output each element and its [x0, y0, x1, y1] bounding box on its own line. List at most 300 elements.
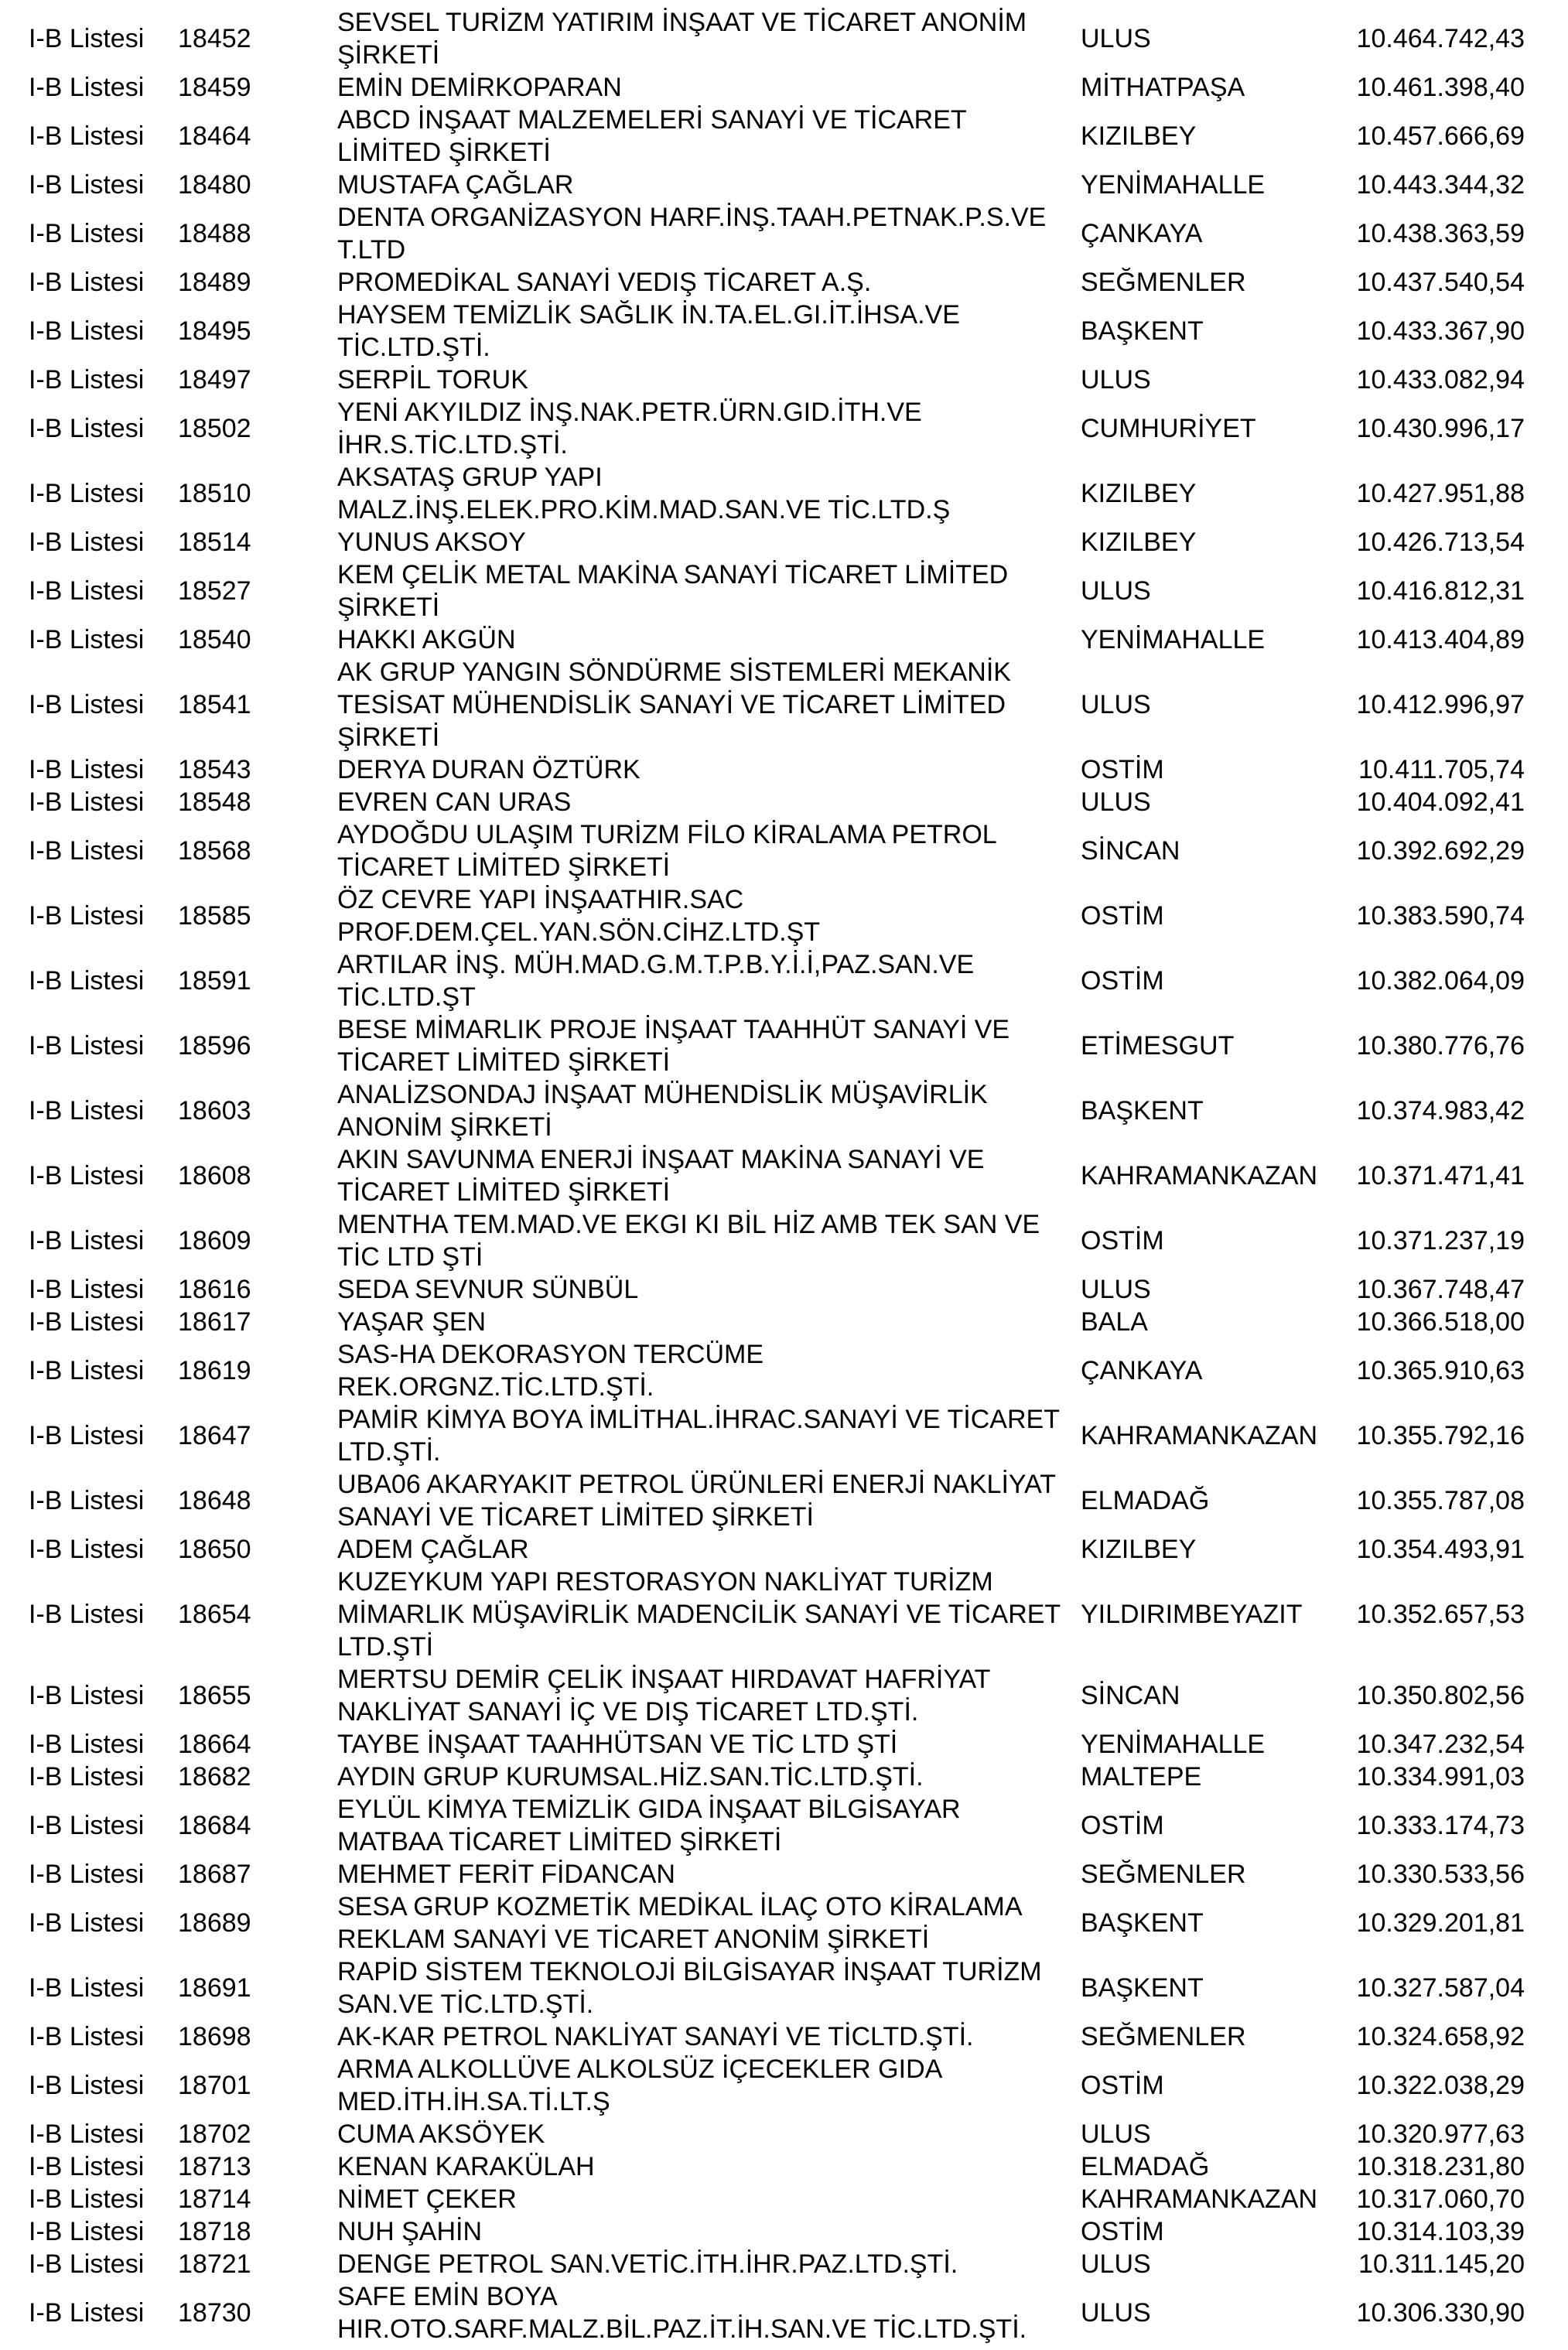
debtor-name-line: HIR.OTO.SARF.MALZ.BİL.PAZ.İT.İH.SAN.VE TİC.LTD.ŞTİ.: [337, 2314, 1027, 2344]
debtor-name-line: ARMA ALKOLLÜVE ALKOLSÜZ İÇECEKLER GIDA: [337, 2055, 943, 2084]
debtor-name-cell: [337, 1208, 1080, 1273]
debtor-name-cell: [337, 2020, 1080, 2053]
debtor-name-line: KENAN KARAKÜLAH: [337, 2152, 595, 2181]
debtor-name-cell: [337, 2215, 1080, 2248]
debtor-name-line: YAŞAR ŞEN: [337, 1307, 487, 1337]
tax-office-cell: ULUS: [1081, 690, 1151, 719]
tax-office-cell: BALA: [1081, 1307, 1148, 1337]
sequence-number-cell: 18502: [178, 414, 251, 443]
debtor-name-line: MERTSU DEMİR ÇELİK İNŞAAT HIRDAVAT HAFRİYAT: [337, 1665, 991, 1694]
tax-office-cell: MİTHATPAŞA: [1081, 73, 1245, 102]
list-type-cell: I-B Listesi: [29, 170, 145, 200]
amount-cell: 10.327.587,04: [1356, 1973, 1525, 2003]
list-type-cell: I-B Listesi: [29, 1908, 145, 1938]
amount-cell: 10.306.330,90: [1356, 2298, 1525, 2328]
list-type-cell: I-B Listesi: [29, 2152, 145, 2181]
tax-office-cell: BAŞKENT: [1081, 316, 1204, 346]
debtor-name-line: ADEM ÇAĞLAR: [337, 1535, 529, 1564]
debtor-name-cell: [337, 201, 1080, 266]
debtor-name-cell: [337, 364, 1080, 396]
table-row: [0, 1533, 1568, 1566]
sequence-number-cell: 18510: [178, 479, 251, 508]
sequence-number-cell: 18730: [178, 2298, 251, 2328]
table-row: [0, 169, 1568, 201]
tax-office-cell: ETİMESGUT: [1081, 1031, 1235, 1061]
list-type-cell: I-B Listesi: [29, 966, 145, 996]
list-type-cell: I-B Listesi: [29, 365, 145, 395]
list-type-cell: I-B Listesi: [29, 1973, 145, 2003]
debtor-name-line: MİMARLIK MÜŞAVİRLİK MADENCİLİK SANAYİ VE TİCARET: [337, 1600, 1061, 1629]
amount-cell: 10.457.666,69: [1356, 121, 1525, 151]
debtor-name-cell: [337, 461, 1080, 526]
list-type-cell: I-B Listesi: [29, 528, 145, 557]
tax-office-cell: BAŞKENT: [1081, 1908, 1204, 1938]
sequence-number-cell: 18596: [178, 1031, 251, 1061]
amount-cell: 10.365.910,63: [1356, 1356, 1525, 1385]
debtor-name-cell: [337, 2183, 1080, 2215]
tax-office-cell: KAHRAMANKAZAN: [1081, 2184, 1318, 2214]
sequence-number-cell: 18702: [178, 2119, 251, 2149]
sequence-number-cell: 18527: [178, 576, 251, 606]
debtor-name-line: ÖZ CEVRE YAPI İNŞAATHIR.SAC: [337, 885, 744, 914]
amount-cell: 10.383.590,74: [1356, 901, 1525, 931]
list-type-cell: I-B Listesi: [29, 479, 145, 508]
sequence-number-cell: 18650: [178, 1535, 251, 1564]
debtor-name-line: SEVSEL TURİZM YATIRIM İNŞAAT VE TİCARET ANONİM: [337, 8, 1027, 37]
debtor-name-line: T.LTD: [337, 235, 406, 265]
amount-cell: 10.334.991,03: [1356, 1762, 1525, 1792]
debtor-name-line: TİC LTD ŞTİ: [337, 1242, 483, 1272]
debtor-name-line: TİC.LTD.ŞTİ.: [337, 333, 490, 362]
amount-cell: 10.314.103,39: [1356, 2217, 1525, 2246]
debtor-name-line: EVREN CAN URAS: [337, 787, 572, 817]
debtor-name-cell: [337, 1013, 1080, 1078]
amount-cell: 10.350.802,56: [1356, 1681, 1525, 1710]
debtor-name-cell: [337, 1955, 1080, 2020]
tax-office-cell: SEĞMENLER: [1081, 1860, 1246, 1889]
sequence-number-cell: 18464: [178, 121, 251, 151]
list-type-cell: I-B Listesi: [29, 1535, 145, 1564]
debtor-name-line: SAFE EMİN BOYA: [337, 2282, 558, 2311]
table-row: [0, 1078, 1568, 1143]
sequence-number-cell: 18488: [178, 219, 251, 248]
tax-office-cell: OSTİM: [1081, 901, 1164, 931]
table-row: [0, 623, 1568, 656]
amount-cell: 10.333.174,73: [1356, 1811, 1525, 1840]
debtor-name-cell: [337, 1143, 1080, 1208]
debtor-name-line: PAMİR KİMYA BOYA İMLİTHAL.İHRAC.SANAYİ VE TİCARET: [337, 1405, 1060, 1434]
debtor-name-cell: [337, 104, 1080, 169]
tax-office-cell: OSTİM: [1081, 2217, 1164, 2246]
list-type-cell: I-B Listesi: [29, 1600, 145, 1629]
sequence-number-cell: 18452: [178, 24, 251, 53]
tax-office-cell: ULUS: [1081, 2249, 1151, 2279]
list-type-cell: I-B Listesi: [29, 414, 145, 443]
list-type-cell: I-B Listesi: [29, 73, 145, 102]
list-type-cell: I-B Listesi: [29, 625, 145, 654]
amount-cell: 10.433.367,90: [1356, 316, 1525, 346]
amount-cell: 10.416.812,31: [1356, 576, 1525, 606]
debtor-name-line: MUSTAFA ÇAĞLAR: [337, 170, 574, 200]
debtor-name-cell: [337, 1273, 1080, 1306]
debtor-name-line: MATBAA TİCARET LİMİTED ŞİRKETİ: [337, 1827, 782, 1856]
table-row: [0, 1793, 1568, 1858]
sequence-number-cell: 18691: [178, 1973, 251, 2003]
debtor-name-cell: [337, 786, 1080, 818]
tax-office-cell: ULUS: [1081, 2119, 1151, 2149]
amount-cell: 10.355.787,08: [1356, 1486, 1525, 1515]
table-row: [0, 201, 1568, 266]
list-type-cell: I-B Listesi: [29, 1356, 145, 1385]
debtor-name-line: ŞİRKETİ: [337, 40, 440, 70]
list-type-cell: I-B Listesi: [29, 2022, 145, 2051]
debtor-name-line: SAN.VE TİC.LTD.ŞTİ.: [337, 1990, 594, 2019]
debtor-name-cell: [337, 1761, 1080, 1793]
debtor-name-line: TİCARET LİMİTED ŞİRKETİ: [337, 852, 671, 882]
debtor-name-cell: [337, 2150, 1080, 2183]
table-row: [0, 266, 1568, 299]
amount-cell: 10.404.092,41: [1356, 787, 1525, 817]
debtor-name-line: AKIN SAVUNMA ENERJİ İNŞAAT MAKİNA SANAYİ VE: [337, 1145, 985, 1174]
table-row: [0, 1306, 1568, 1338]
debtor-name-line: HAKKI AKGÜN: [337, 625, 516, 654]
debtor-name-line: ANALİZSONDAJ İNŞAAT MÜHENDİSLİK MÜŞAVİRLİK: [337, 1080, 988, 1109]
amount-cell: 10.355.792,16: [1356, 1421, 1525, 1450]
sequence-number-cell: 18682: [178, 1762, 251, 1792]
tax-office-cell: ULUS: [1081, 787, 1151, 817]
table-row: [0, 1955, 1568, 2020]
tax-office-cell: ÇANKAYA: [1081, 1356, 1203, 1385]
amount-cell: 10.392.692,29: [1356, 836, 1525, 866]
tax-office-cell: OSTİM: [1081, 966, 1164, 996]
debtor-name-cell: [337, 169, 1080, 201]
debtor-name-cell: [337, 299, 1080, 364]
debtor-name-line: ABCD İNŞAAT MALZEMELERİ SANAYİ VE TİCARET: [337, 105, 967, 135]
list-type-cell: I-B Listesi: [29, 2071, 145, 2100]
amount-cell: 10.427.951,88: [1356, 479, 1525, 508]
tax-office-cell: ULUS: [1081, 1275, 1151, 1304]
debtor-name-line: EYLÜL KİMYA TEMİZLİK GIDA İNŞAAT BİLGİSAYAR: [337, 1795, 961, 1824]
sequence-number-cell: 18664: [178, 1730, 251, 1759]
amount-cell: 10.430.996,17: [1356, 414, 1525, 443]
amount-cell: 10.443.344,32: [1356, 170, 1525, 200]
debtor-name-line: İHR.S.TİC.LTD.ŞTİ.: [337, 430, 568, 459]
debtor-name-cell: [337, 558, 1080, 623]
sequence-number-cell: 18619: [178, 1356, 251, 1385]
amount-cell: 10.330.533,56: [1356, 1860, 1525, 1889]
table-row: [0, 818, 1568, 883]
debtor-name-cell: [337, 1566, 1080, 1663]
debtor-name-line: TESİSAT MÜHENDİSLİK SANAYİ VE TİCARET LİMİTED: [337, 690, 1006, 719]
debtor-name-cell: [337, 266, 1080, 299]
list-type-cell: I-B Listesi: [29, 690, 145, 719]
debtor-name-cell: [337, 396, 1080, 461]
table-row: [0, 6, 1568, 71]
table-row: [0, 2215, 1568, 2248]
sequence-number-cell: 18609: [178, 1226, 251, 1255]
table-row: [0, 396, 1568, 461]
amount-cell: 10.371.471,41: [1356, 1161, 1525, 1190]
tax-office-cell: YENİMAHALLE: [1081, 1730, 1266, 1759]
debtor-name-line: EMİN DEMİRKOPARAN: [337, 73, 622, 102]
tax-office-cell: ULUS: [1081, 24, 1151, 53]
list-type-cell: I-B Listesi: [29, 219, 145, 248]
tax-office-cell: KIZILBEY: [1081, 121, 1197, 151]
list-type-cell: I-B Listesi: [29, 1762, 145, 1792]
sequence-number-cell: 18648: [178, 1486, 251, 1515]
sequence-number-cell: 18480: [178, 170, 251, 200]
table-row: [0, 2183, 1568, 2215]
debtor-name-cell: [337, 883, 1080, 948]
debtor-name-cell: [337, 526, 1080, 558]
sequence-number-cell: 18585: [178, 901, 251, 931]
list-type-cell: I-B Listesi: [29, 2217, 145, 2246]
table-row: [0, 2118, 1568, 2150]
table-row: [0, 2053, 1568, 2118]
amount-cell: 10.411.705,74: [1358, 755, 1525, 784]
table-row: [0, 71, 1568, 104]
amount-cell: 10.382.064,09: [1356, 966, 1525, 996]
sequence-number-cell: 18541: [178, 690, 251, 719]
debtor-name-line: TİC.LTD.ŞT: [337, 982, 476, 1012]
table-row: [0, 461, 1568, 526]
tax-office-cell: KIZILBEY: [1081, 1535, 1197, 1564]
debtor-name-line: ŞİRKETİ: [337, 593, 440, 622]
sequence-number-cell: 18617: [178, 1307, 251, 1337]
debtor-name-line: AYDOĞDU ULAŞIM TURİZM FİLO KİRALAMA PETROL: [337, 820, 997, 849]
sequence-number-cell: 18489: [178, 268, 251, 297]
tax-office-cell: KAHRAMANKAZAN: [1081, 1161, 1318, 1190]
table-row: [0, 299, 1568, 364]
amount-cell: 10.438.363,59: [1356, 219, 1525, 248]
debtor-name-line: ARTILAR İNŞ. MÜH.MAD.G.M.T.P.B.Y.İ.İ,PAZ.SAN.VE: [337, 950, 975, 979]
sequence-number-cell: 18687: [178, 1860, 251, 1889]
tax-office-cell: OSTİM: [1081, 755, 1164, 784]
sequence-number-cell: 18718: [178, 2217, 251, 2246]
debtor-name-cell: [337, 948, 1080, 1013]
sequence-number-cell: 18655: [178, 1681, 251, 1710]
table-row: [0, 1273, 1568, 1306]
list-type-cell: I-B Listesi: [29, 1486, 145, 1515]
table-row: [0, 753, 1568, 786]
amount-cell: 10.322.038,29: [1356, 2071, 1525, 2100]
debtor-name-line: NUH ŞAHİN: [337, 2217, 483, 2246]
table-row: [0, 2150, 1568, 2183]
list-type-cell: I-B Listesi: [29, 755, 145, 784]
debtor-name-line: SAS-HA DEKORASYON TERCÜME: [337, 1340, 764, 1369]
table-row: [0, 2020, 1568, 2053]
table-row: [0, 1566, 1568, 1663]
amount-cell: 10.329.201,81: [1356, 1908, 1525, 1938]
debtor-name-line: TİCARET LİMİTED ŞİRKETİ: [337, 1177, 671, 1207]
debtor-name-cell: [337, 1306, 1080, 1338]
debtor-name-cell: [337, 623, 1080, 656]
tax-office-cell: SEĞMENLER: [1081, 2022, 1246, 2051]
tax-office-cell: YENİMAHALLE: [1081, 170, 1266, 200]
debtor-name-cell: [337, 2280, 1080, 2345]
debtor-name-line: SEDA SEVNUR SÜNBÜL: [337, 1275, 639, 1304]
debtor-name-cell: [337, 1338, 1080, 1403]
debtor-name-line: PROMEDİKAL SANAYİ VEDIŞ TİCARET A.Ş.: [337, 268, 872, 297]
tax-office-cell: KIZILBEY: [1081, 479, 1197, 508]
sequence-number-cell: 18568: [178, 836, 251, 866]
sequence-number-cell: 18647: [178, 1421, 251, 1450]
tax-office-cell: YILDIRIMBEYAZIT: [1081, 1600, 1303, 1629]
sequence-number-cell: 18543: [178, 755, 251, 784]
sequence-number-cell: 18608: [178, 1161, 251, 1190]
debtor-name-line: SESA GRUP KOZMETİK MEDİKAL İLAÇ OTO KİRALAMA: [337, 1892, 1023, 1921]
debtor-name-cell: [337, 1078, 1080, 1143]
amount-cell: 10.426.713,54: [1356, 528, 1525, 557]
sequence-number-cell: 18698: [178, 2022, 251, 2051]
table-row: [0, 883, 1568, 948]
list-type-cell: I-B Listesi: [29, 316, 145, 346]
debtor-name-cell: [337, 1468, 1080, 1533]
amount-cell: 10.366.518,00: [1356, 1307, 1525, 1337]
table-row: [0, 786, 1568, 818]
list-type-cell: I-B Listesi: [29, 121, 145, 151]
debtor-name-line: ANONİM ŞİRKETİ: [337, 1112, 552, 1142]
amount-cell: 10.367.748,47: [1356, 1275, 1525, 1304]
debtor-name-cell: [337, 71, 1080, 104]
debtor-name-line: BESE MİMARLIK PROJE İNŞAAT TAAHHÜT SANAYİ VE: [337, 1015, 1010, 1044]
debtor-name-line: UBA06 AKARYAKIT PETROL ÜRÜNLERİ ENERJİ NAKLİYAT: [337, 1470, 1056, 1499]
sequence-number-cell: 18591: [178, 966, 251, 996]
tax-office-cell: SİNCAN: [1081, 1681, 1180, 1710]
tax-office-cell: MALTEPE: [1081, 1762, 1202, 1792]
tax-office-cell: ULUS: [1081, 365, 1151, 395]
list-type-cell: I-B Listesi: [29, 1730, 145, 1759]
list-type-cell: I-B Listesi: [29, 1096, 145, 1125]
debtor-name-line: MEHMET FERİT FİDANCAN: [337, 1860, 675, 1889]
table-row: [0, 104, 1568, 169]
debtor-name-line: DERYA DURAN ÖZTÜRK: [337, 755, 641, 784]
sequence-number-cell: 18540: [178, 625, 251, 654]
debtor-name-line: LTD.ŞTİ.: [337, 1437, 441, 1467]
list-type-cell: I-B Listesi: [29, 2298, 145, 2328]
list-type-cell: I-B Listesi: [29, 2249, 145, 2279]
table-row: [0, 526, 1568, 558]
amount-cell: 10.371.237,19: [1356, 1226, 1525, 1255]
tax-office-cell: KIZILBEY: [1081, 528, 1197, 557]
list-type-cell: I-B Listesi: [29, 2184, 145, 2214]
debtor-name-cell: [337, 1891, 1080, 1955]
debtor-name-line: ŞİRKETİ: [337, 722, 440, 752]
table-row: [0, 2248, 1568, 2280]
debtor-name-cell: [337, 1793, 1080, 1858]
debtor-name-line: KUZEYKUM YAPI RESTORASYON NAKLİYAT TURİZM: [337, 1567, 993, 1597]
list-type-cell: I-B Listesi: [29, 1031, 145, 1061]
sequence-number-cell: 18714: [178, 2184, 251, 2214]
table-row: [0, 656, 1568, 753]
amount-cell: 10.354.493,91: [1356, 1535, 1525, 1564]
table-row: [0, 1013, 1568, 1078]
debtor-name-line: LTD.ŞTİ: [337, 1632, 434, 1662]
debtor-name-line: AYDIN GRUP KURUMSAL.HİZ.SAN.TİC.LTD.ŞTİ.: [337, 1762, 924, 1792]
debtor-name-line: RAPİD SİSTEM TEKNOLOJİ BİLGİSAYAR İNŞAAT TURİZM: [337, 1957, 1042, 1986]
table-row: [0, 1143, 1568, 1208]
list-type-cell: I-B Listesi: [29, 901, 145, 931]
table-row: [0, 1403, 1568, 1468]
debtor-name-line: TİCARET LİMİTED ŞİRKETİ: [337, 1047, 671, 1077]
debtor-name-cell: [337, 6, 1080, 71]
sequence-number-cell: 18603: [178, 1096, 251, 1125]
debtor-name-cell: [337, 1403, 1080, 1468]
debtor-name-cell: [337, 656, 1080, 753]
list-type-cell: I-B Listesi: [29, 787, 145, 817]
list-type-cell: I-B Listesi: [29, 1226, 145, 1255]
debtor-name-line: REK.ORGNZ.TİC.LTD.ŞTİ.: [337, 1372, 654, 1402]
debtor-name-line: PROF.DEM.ÇEL.YAN.SÖN.CİHZ.LTD.ŞT: [337, 917, 821, 947]
tax-office-cell: ELMADAĞ: [1081, 1486, 1210, 1515]
debtor-name-cell: [337, 1663, 1080, 1728]
amount-cell: 10.461.398,40: [1356, 73, 1525, 102]
debtor-name-cell: [337, 818, 1080, 883]
tax-office-cell: BAŞKENT: [1081, 1096, 1204, 1125]
sequence-number-cell: 18495: [178, 316, 251, 346]
debtor-name-cell: [337, 2248, 1080, 2280]
sequence-number-cell: 18721: [178, 2249, 251, 2279]
table-row: [0, 1761, 1568, 1793]
amount-cell: 10.311.145,20: [1358, 2249, 1525, 2279]
list-type-cell: I-B Listesi: [29, 268, 145, 297]
table-row: [0, 364, 1568, 396]
debtor-name-line: DENGE PETROL SAN.VETİC.İTH.İHR.PAZ.LTD.ŞTİ.: [337, 2249, 958, 2279]
debtor-name-line: KEM ÇELİK METAL MAKİNA SANAYİ TİCARET LİMİTED: [337, 560, 1009, 589]
debtor-name-line: YENİ AKYILDIZ İNŞ.NAK.PETR.ÜRN.GID.İTH.VE: [337, 398, 922, 427]
amount-cell: 10.437.540,54: [1356, 268, 1525, 297]
sequence-number-cell: 18701: [178, 2071, 251, 2100]
list-type-cell: I-B Listesi: [29, 1811, 145, 1840]
amount-cell: 10.413.404,89: [1356, 625, 1525, 654]
table-row: [0, 1468, 1568, 1533]
sequence-number-cell: 18616: [178, 1275, 251, 1304]
list-type-cell: I-B Listesi: [29, 836, 145, 866]
list-type-cell: I-B Listesi: [29, 1681, 145, 1710]
debtor-name-cell: [337, 1728, 1080, 1761]
list-type-cell: I-B Listesi: [29, 1275, 145, 1304]
amount-cell: 10.324.658,92: [1356, 2022, 1525, 2051]
debtor-name-line: SANAYİ VE TİCARET LİMİTED ŞİRKETİ: [337, 1502, 814, 1532]
list-type-cell: I-B Listesi: [29, 1860, 145, 1889]
debtor-name-line: SERPİL TORUK: [337, 365, 528, 395]
sequence-number-cell: 18689: [178, 1908, 251, 1938]
debtor-name-line: MALZ.İNŞ.ELEK.PRO.KİM.MAD.SAN.VE TİC.LTD.Ş: [337, 495, 951, 524]
tax-office-cell: OSTİM: [1081, 1811, 1164, 1840]
debtor-name-line: LİMİTED ŞİRKETİ: [337, 138, 551, 167]
sequence-number-cell: 18548: [178, 787, 251, 817]
list-type-cell: I-B Listesi: [29, 576, 145, 606]
tax-office-cell: SİNCAN: [1081, 836, 1180, 866]
tax-office-cell: CUMHURİYET: [1081, 414, 1256, 443]
debtor-name-cell: [337, 2118, 1080, 2150]
debtor-name-line: NAKLİYAT SANAYİ İÇ VE DIŞ TİCARET LTD.ŞTİ.: [337, 1697, 919, 1727]
table-row: [0, 1891, 1568, 1955]
tax-office-cell: BAŞKENT: [1081, 1973, 1204, 2003]
amount-cell: 10.317.060,70: [1356, 2184, 1525, 2214]
debtor-name-line: REKLAM SANAYİ VE TİCARET ANONİM ŞİRKETİ: [337, 1925, 930, 1954]
table-row: [0, 1728, 1568, 1761]
amount-cell: 10.433.082,94: [1356, 365, 1525, 395]
tax-office-cell: KAHRAMANKAZAN: [1081, 1421, 1318, 1450]
tax-office-cell: OSTİM: [1081, 1226, 1164, 1255]
table-row: [0, 1208, 1568, 1273]
table-row: [0, 1663, 1568, 1728]
table-row: [0, 948, 1568, 1013]
amount-cell: 10.412.996,97: [1356, 690, 1525, 719]
debtor-name-line: DENTA ORGANİZASYON HARF.İNŞ.TAAH.PETNAK.P.S.VE: [337, 203, 1047, 232]
sequence-number-cell: 18497: [178, 365, 251, 395]
